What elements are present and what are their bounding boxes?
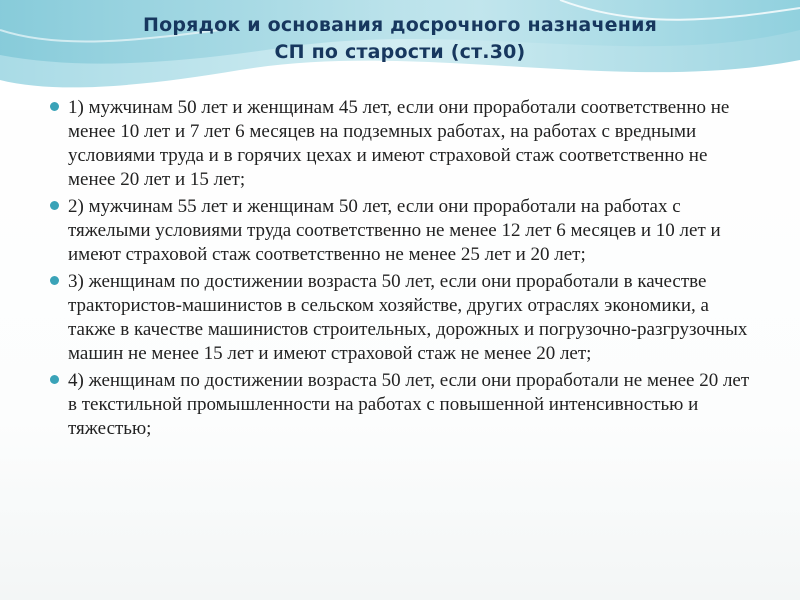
bullet-dot-icon xyxy=(50,276,59,285)
page-title xyxy=(60,12,740,66)
list-item-text: 3) женщинам по достижении возраста 50 лет, если они проработали в качестве трактористов-машинистов в сельском хозяйстве, других отраслях экономики, а также в качестве машинистов строительных, дорожных и погрузочно-разгрузочных машин не менее 15 лет и имеют страховой стаж не менее 20 лет; xyxy=(68,271,748,364)
list-item-text: 4) женщинам по достижении возраста 50 лет, если они проработали не менее 20 лет в текстильной промышленности на работах с повышенной интенсивностью и тяжестью; xyxy=(68,370,750,439)
list-item xyxy=(48,369,756,441)
bullet-dot-icon xyxy=(50,201,59,210)
bullet-dot-icon xyxy=(50,375,59,384)
list-item xyxy=(48,195,756,267)
list-item xyxy=(48,96,756,192)
list-item-text: 1) мужчинам 50 лет и женщинам 45 лет, если они проработали соответственно не менее 10 лет и 7 лет 6 месяцев на подземных работах, на работах с вредными условиями труда и в горячих цехах и имеют страховой стаж соответственно не менее 20 лет и 15 лет; xyxy=(68,97,730,190)
list-item xyxy=(48,270,756,366)
title-line-2: СП по старости (ст.30) xyxy=(274,41,526,63)
list-item-text: 2) мужчинам 55 лет и женщинам 50 лет, если они проработали на работах с тяжелыми условиями труда соответственно не менее 12 лет 6 месяцев и 10 лет и имеют страховой стаж соответственно не менее 25 лет и 20 лет; xyxy=(68,196,721,265)
title-line-1: Порядок и основания досрочного назначения xyxy=(142,14,658,36)
bullet-dot-icon xyxy=(50,102,59,111)
bullet-list xyxy=(48,96,756,444)
